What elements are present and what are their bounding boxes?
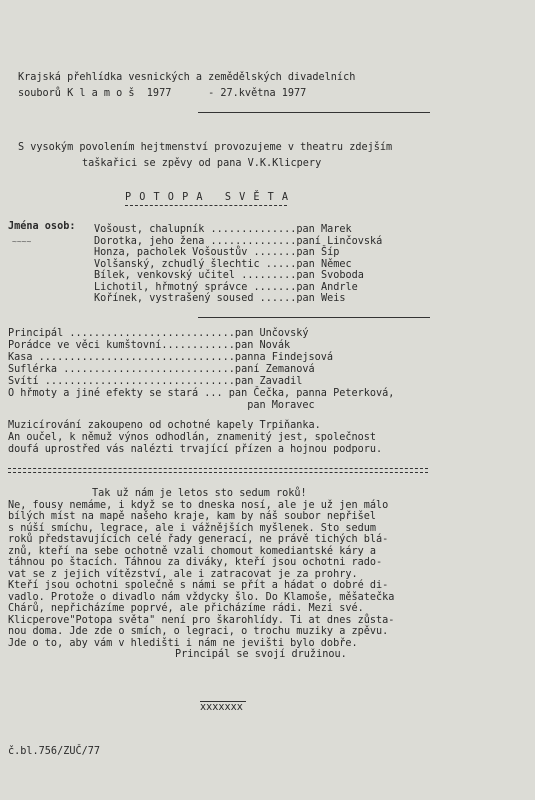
separator-bottom <box>8 472 428 473</box>
crew-row: Kasa ................................panna Findejsová <box>8 352 334 363</box>
letter-line: Ne, fousy nemáme, i když se to dneska nosí, ale je už jen málo <box>8 499 389 511</box>
intro-line-2: taškařici se zpěvy od pana V.K.Klicpery <box>82 158 322 169</box>
letter-line: Klicperove"Potopa světa" není pro škarohlídy. Ti at dnes zůsta- <box>8 614 395 626</box>
handwritten-mark: ~~~~ <box>12 237 32 246</box>
crew-row: Porádce ve věci kumštovní............pan Novák <box>8 340 291 351</box>
crew-row: Svítí ...............................pan Zavadil <box>8 376 303 387</box>
cast-actor: pan Šíp <box>296 247 340 258</box>
crew-row: Suflérka ............................paní Zemanová <box>8 364 315 375</box>
cast-actor: pan Andrle <box>296 281 358 293</box>
crew-row: Principál ...........................pan Unčovský <box>8 328 309 339</box>
cast-row <box>94 259 352 271</box>
letter-line: Tak už nám je letos sto sedum roků! <box>92 488 307 499</box>
letter-line: vadlo. Protože o divadlo nám vždycky šlo. Do Klamoše, měšatečka <box>8 591 395 603</box>
cast-row <box>94 293 345 305</box>
letter-line: táhnou po štacích. Táhnou za diváky, kteří jsou ochotni rado- <box>8 557 383 568</box>
cast-role: Kořínek, vystrašený soused ...... <box>94 293 297 304</box>
header-line-1: Krajská přehlídka vesnických a zemědělských divadelních <box>18 72 356 83</box>
letter-line: bílých míst na mapě našeho kraje, kam by náš soubor nepřišel <box>8 511 377 522</box>
cast-actor: pan Marek <box>296 224 352 235</box>
cast-actor: paní Linčovská <box>296 235 383 247</box>
letter-line: roků představujících celé řady generací, ne právě tichých blá- <box>8 534 389 545</box>
closing-mark: xxxxxxx <box>200 702 243 713</box>
music-line: An oučel, k němuž výnos odhodlán, znamenitý jest, společnost <box>8 432 377 443</box>
letter-line: vat se z jejich vítězství, ale i zatracovat je za prohry. <box>8 568 358 580</box>
cast-row <box>94 224 352 236</box>
cast-row <box>94 282 358 294</box>
letter-line: s núší smíchu, legrace, ale i vážnějších myšlenek. Sto sedum <box>8 522 377 534</box>
cast-label: Jména osob: <box>8 221 76 232</box>
intro-line-1: S vysokým povolením hejtmenství provozujeme v theatru zdejším <box>18 142 393 153</box>
cast-actor: pan Svoboda <box>296 270 364 281</box>
cast-actor: pan Weis <box>296 293 346 304</box>
letter-line: Chárů, nepřicházíme poprvé, ale přicházíme rádi. Mezi své. <box>8 603 364 614</box>
music-line: doufá uprostřed vás nalézti trvající přízen a hojnou podporu. <box>8 444 383 455</box>
crew-row: O hřmoty a jiné efekty se stará ... pan Čečka, panna Peterková, <box>8 388 395 399</box>
cast-row <box>94 247 339 259</box>
cast-actor: pan Němec <box>296 258 352 270</box>
cast-rule <box>198 317 430 318</box>
cast-role: Honza, pacholek Vošoustův ....... <box>94 247 297 258</box>
music-line: Muzicírování zakoupeno od ochotné kapely Trpiňanka. <box>8 420 321 431</box>
cast-row <box>94 236 382 248</box>
header-line-2: souborů K l a m o š 1977 - 27.května 1977 <box>18 88 307 99</box>
cast-role: Bílek, venkovský učitel ......... <box>94 270 297 281</box>
document-reference: č.bl.756/ZUČ/77 <box>8 746 101 757</box>
letter-line: nou doma. Jde zde o smích, o legraci, o trochu muziky a zpěvu. <box>8 626 389 637</box>
cast-row <box>94 270 364 282</box>
cast-role: Vošoust, chalupník .............. <box>94 224 297 235</box>
cast-role: Volšanský, zchudlý šlechtic ..... <box>94 258 297 270</box>
cast-role: Lichotil, hřmotný správce ....... <box>94 281 297 293</box>
play-title: P O T O P A S V Ě T A <box>125 192 290 203</box>
header-rule <box>198 112 430 113</box>
title-underline <box>125 205 287 206</box>
cast-role: Dorotka, jeho žena .............. <box>94 235 297 247</box>
separator-top <box>8 468 428 469</box>
letter-line: znů, kteří na sebe ochotně vzali chomout komediantské káry a <box>8 545 377 557</box>
letter-line: Jde o to, aby vám v hledišti i nám ne jevišti bylo dobře. <box>8 637 358 649</box>
crew-row: pan Moravec <box>8 400 315 411</box>
letter-line: Kteří jsou ochotni společně s námi se přít a hádat o dobré di- <box>8 580 389 591</box>
letter-signature: Principál se svojí družinou. <box>175 649 347 660</box>
